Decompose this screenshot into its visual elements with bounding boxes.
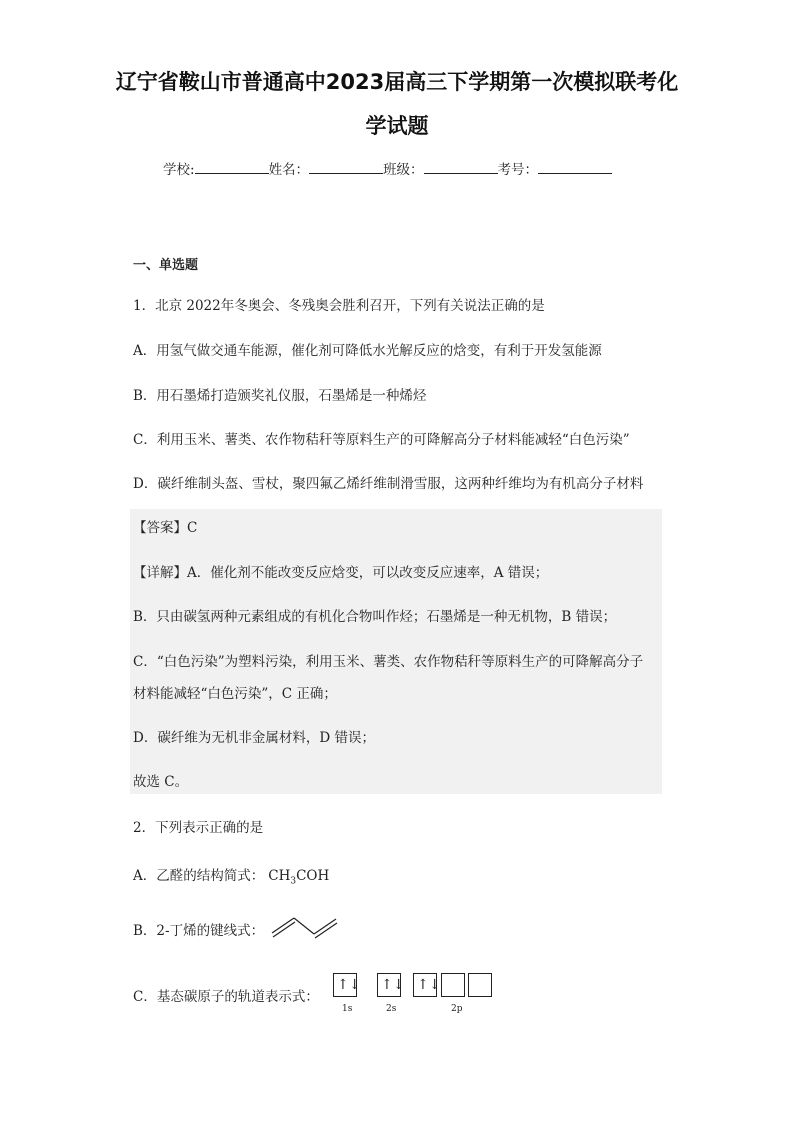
section-heading: 一、单选题 [133,258,199,273]
class-label: 班级： [383,162,424,178]
orbital-box-2p-2 [441,973,465,997]
q2-option-a-label: A．乙醛的结构简式： [133,868,265,884]
doc-title-line1: 辽宁省鞍山市普通高中2023届高三下学期第一次模拟联考化 [115,70,679,94]
exam-no-label: 考号： [497,162,539,178]
q1-detail-a: 【详解】A．催化剂不能改变反应焓变，可以改变反应速率，A 错误； [133,565,549,581]
q2-option-a [133,864,329,887]
orbital-label-1s: 1s [342,1004,353,1014]
orbital-arrows-2s: ↑↓ [381,977,405,993]
q1-conclusion: 故选 C。 [133,774,189,790]
q2-stem: 2．下列表示正确的是 [133,820,264,836]
doc-title-line2: 学试题 [365,114,429,138]
q1-stem: 1．北京 2022年冬奥会、冬残奥会胜利召开，下列有关说法正确的是 [133,298,545,314]
orbital-label-2p: 2p [451,1004,463,1014]
q1-option-c: C．利用玉米、薯类、农作物秸秆等原料生产的可降解高分子材料能减轻“白色污染” [133,432,630,448]
acetaldehyde-formula: $CH_3COH$ [268,868,330,887]
orbital-arrows-1s: ↑↓ [337,977,361,993]
q1-option-b: B．用石墨烯打造颁奖礼仪服，石墨烯是一种烯烃 [133,388,427,404]
class-blank[interactable] [424,161,498,174]
q2-option-b-label: B．2-丁烯的键线式： [133,923,265,939]
q1-detail-c1: C．“白色污染”为塑料污染，利用玉米、薯类、农作物秸秆等原料生产的可降解高分子 [133,654,644,670]
name-label: 姓名： [268,162,310,178]
exam-no-blank[interactable] [538,161,612,174]
q1-option-a: A．用氢气做交通车能源，催化剂可降低水光解反应的焓变，有利于开发氢能源 [133,343,602,359]
school-label: 学校: [163,162,195,178]
q1-option-d: D．碳纤维制头盔、雪杖，聚四氟乙烯纤维制滑雪服，这两种纤维均为有机高分子材料 [133,476,644,492]
butene-skeletal-formula [270,912,342,940]
orbital-arrows-2p: ↑↓ [417,977,441,993]
school-blank[interactable] [195,161,269,174]
q1-detail-c2: 材料能减轻“白色污染”，C 正确； [133,686,337,702]
name-blank[interactable] [309,161,383,174]
orbital-box-2p-3 [468,973,492,997]
q1-detail-b: B．只由碳氢两种元素组成的有机化合物叫作烃；石墨烯是一种无机物，B 错误； [133,609,617,625]
q2-option-c-label: C．基态碳原子的轨道表示式： [133,989,319,1005]
orbital-label-2s: 2s [386,1004,397,1014]
q1-answer: 【答案】C [133,520,198,536]
student-info-fields [163,158,612,178]
q1-detail-d: D．碳纤维为无机非金属材料，D 错误； [133,730,375,746]
